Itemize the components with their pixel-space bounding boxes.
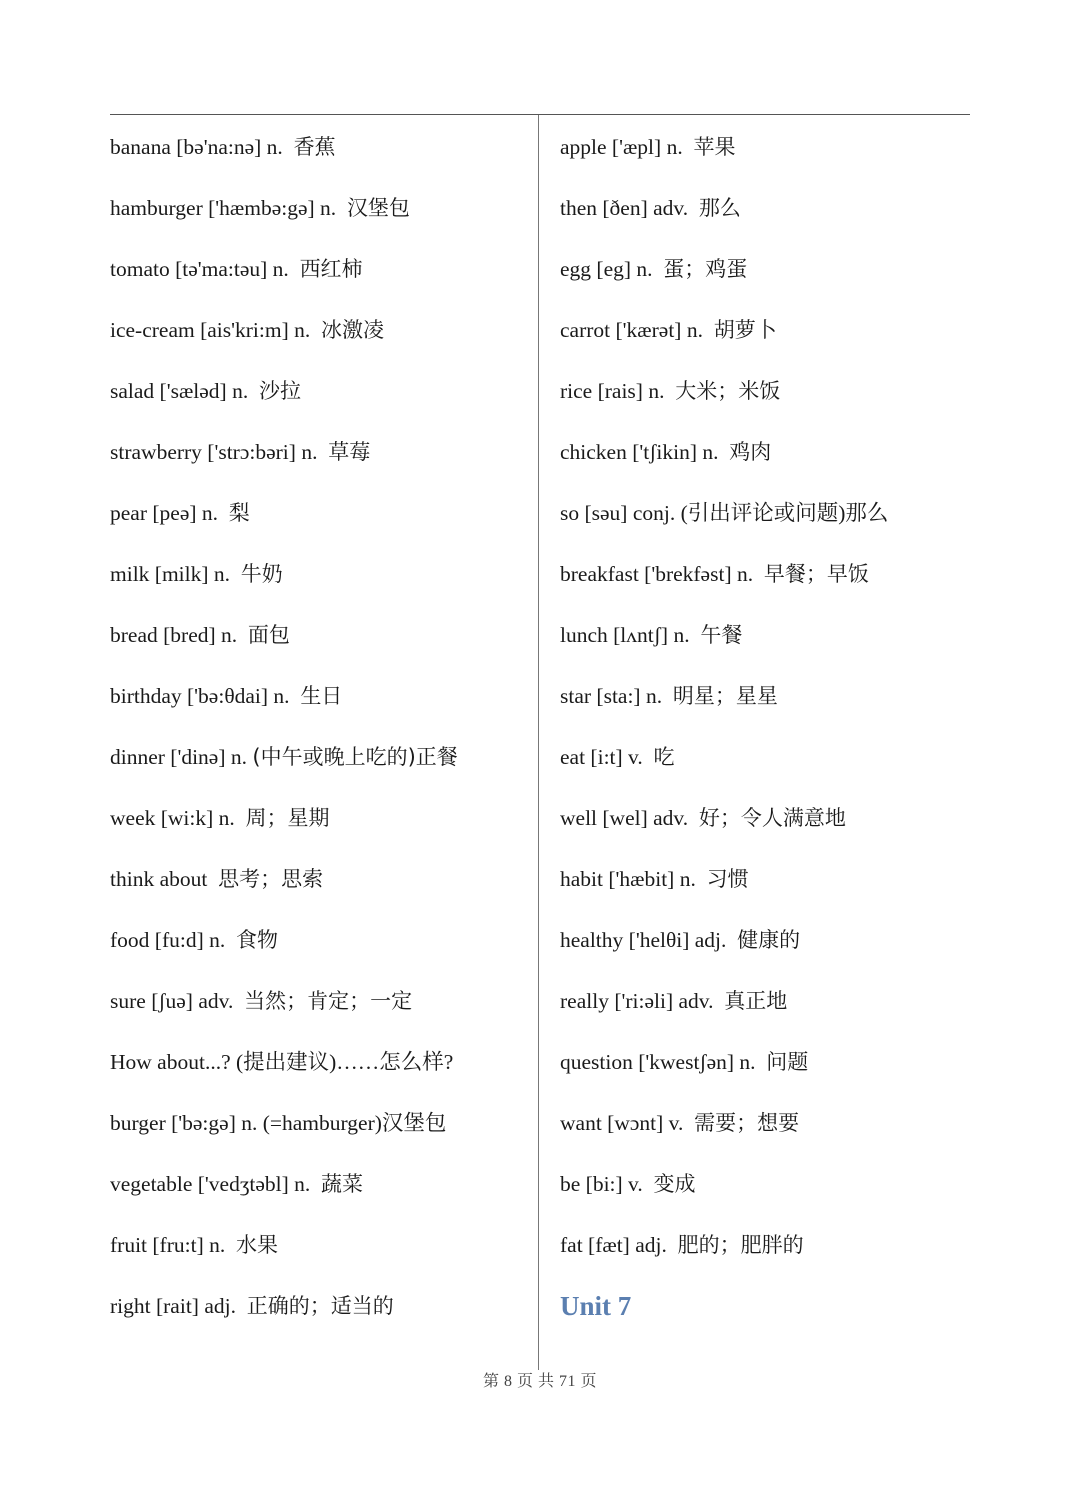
vocab-entry — [560, 369, 980, 430]
vocab-chinese: 问题 — [766, 1050, 809, 1074]
vocab-chinese: 蔬菜 — [321, 1172, 364, 1196]
vocab-english: healthy ['helθi] adj. — [560, 928, 727, 952]
column-divider — [538, 115, 539, 1370]
vocab-chinese: 真正地 — [724, 989, 788, 1013]
vocab-entry — [110, 796, 530, 857]
vocab-entry — [560, 796, 980, 857]
vocab-english: eat [i:t] v. — [560, 745, 643, 769]
vocab-chinese: 冰激凌 — [321, 318, 385, 342]
vocab-entry — [110, 1223, 530, 1284]
vocab-chinese: 苹果 — [693, 135, 736, 159]
page-footer: 第 8 页 共 71 页 — [482, 1373, 597, 1390]
section-heading: Unit 7 — [560, 1291, 632, 1321]
vocab-chinese: 肥的；肥胖的 — [677, 1233, 804, 1257]
vocab-chinese: (中午或晚上吃的)正餐 — [252, 745, 458, 769]
vocab-entry — [110, 1284, 530, 1345]
vocab-english: want [wɔnt] v. — [560, 1111, 684, 1135]
vocab-english: right [rait] adj. — [110, 1294, 236, 1318]
vocab-english: milk [milk] n. — [110, 562, 231, 586]
vocab-english: think about — [110, 867, 208, 891]
vocab-english: pear [peə] n. — [110, 501, 219, 525]
vocab-entry — [560, 308, 980, 369]
vocab-chinese: 大米；米饭 — [675, 379, 781, 403]
vocab-english: egg [eg] n. — [560, 257, 653, 281]
vocab-chinese: 需要；想要 — [694, 1111, 800, 1135]
vocab-english: sure [ʃuə] adv. — [110, 989, 234, 1013]
vocab-english: question ['kwestʃən] n. — [560, 1050, 756, 1074]
vocab-entry — [560, 1162, 980, 1223]
vocab-english: burger ['bə:gə] n. (=hamburger)汉堡包 — [110, 1111, 447, 1135]
vocab-english: dinner ['dinə] n. — [110, 745, 248, 769]
vocab-chinese: 食物 — [236, 928, 278, 952]
vocab-chinese: 香蕉 — [293, 135, 336, 159]
vocab-english: fruit [fru:t] n. — [110, 1233, 226, 1257]
vocab-chinese: 吃 — [653, 745, 675, 769]
vocab-chinese: 当然；肯定；一定 — [244, 989, 413, 1013]
vocab-entry — [560, 979, 980, 1040]
vocab-list-left — [110, 125, 530, 1345]
vocab-entry — [560, 1223, 980, 1284]
vocab-entry — [110, 857, 530, 918]
vocab-english: ice-cream [ais'kri:m] n. — [110, 318, 311, 342]
vocab-english: food [fu:d] n. — [110, 928, 226, 952]
vocab-entry — [560, 552, 980, 613]
vocab-entry — [560, 613, 980, 674]
vocab-entry — [110, 491, 530, 552]
vocab-english: How about...? (提出建议)……怎么样? — [110, 1050, 454, 1074]
vocab-english: strawberry ['strɔ:bəri] n. — [110, 440, 318, 464]
vocab-english: habit ['hæbit] n. — [560, 867, 696, 891]
vocab-entry — [110, 308, 530, 369]
vocab-chinese: 变成 — [653, 1172, 696, 1196]
vocab-english: rice [rais] n. — [560, 379, 665, 403]
vocab-english: birthday ['bə:θdai] n. — [110, 684, 290, 708]
vocab-entry — [560, 1040, 980, 1101]
top-rule — [110, 114, 970, 115]
vocab-english: breakfast ['brekfəst] n. — [560, 562, 754, 586]
vocab-chinese: 正确的；适当的 — [246, 1294, 394, 1318]
vocab-entry — [110, 735, 530, 796]
vocab-entry — [110, 613, 530, 674]
vocab-entry — [110, 247, 530, 308]
vocab-english: apple ['æpl] n. — [560, 135, 683, 159]
vocab-entry — [110, 674, 530, 735]
vocab-chinese: 西红柿 — [299, 257, 363, 281]
vocab-chinese: 明星；星星 — [672, 684, 778, 708]
vocab-english: so [səu] conj. (引出评论或问题)那么 — [560, 501, 889, 525]
vocab-entry — [110, 125, 530, 186]
vocab-chinese: 那么 — [698, 196, 741, 220]
vocab-english: carrot ['kærət] n. — [560, 318, 703, 342]
vocab-entry — [110, 186, 530, 247]
vocab-chinese: 胡萝卜 — [713, 318, 777, 342]
vocab-entry — [560, 491, 980, 552]
vocab-chinese: 习惯 — [706, 867, 749, 891]
vocab-english: well [wel] adv. — [560, 806, 689, 830]
vocab-entry — [110, 918, 530, 979]
vocab-chinese: 蛋；鸡蛋 — [663, 257, 748, 281]
vocab-entry — [560, 247, 980, 308]
vocab-english: banana [bə'na:nə] n. — [110, 135, 283, 159]
vocab-entry — [110, 552, 530, 613]
vocab-entry — [110, 1162, 530, 1223]
vocab-chinese: 鸡肉 — [729, 440, 772, 464]
vocab-entry — [560, 1101, 980, 1162]
vocab-english: week [wi:k] n. — [110, 806, 235, 830]
vocab-english: vegetable ['vedʒtəbl] n. — [110, 1172, 311, 1196]
vocab-entry — [560, 735, 980, 796]
vocab-entry — [110, 979, 530, 1040]
vocab-english: lunch [lʌntʃ] n. — [560, 623, 690, 647]
vocab-entry — [110, 369, 530, 430]
vocab-chinese: 面包 — [247, 623, 290, 647]
vocab-entry — [110, 1101, 530, 1162]
vocab-english: then [ðen] adv. — [560, 196, 689, 220]
vocab-chinese: 梨 — [228, 501, 250, 525]
vocab-chinese: 早餐；早饭 — [763, 562, 869, 586]
vocab-chinese: 牛奶 — [240, 562, 283, 586]
vocab-english: be [bi:] v. — [560, 1172, 643, 1196]
vocab-chinese: 草莓 — [328, 440, 371, 464]
vocab-entry — [110, 1040, 530, 1101]
vocab-chinese: 好；令人满意地 — [698, 806, 846, 830]
vocab-entry — [560, 674, 980, 735]
vocab-chinese: 午餐 — [700, 623, 743, 647]
vocab-entry — [560, 918, 980, 979]
vocab-chinese: 周；星期 — [245, 806, 330, 830]
vocab-english: fat [fæt] adj. — [560, 1233, 667, 1257]
vocab-chinese: 思考；思索 — [218, 867, 324, 891]
vocab-entry — [560, 430, 980, 491]
vocab-english: really ['ri:əli] adv. — [560, 989, 714, 1013]
vocab-list-right — [560, 125, 980, 1345]
vocab-chinese: 汉堡包 — [346, 196, 410, 220]
vocab-english: hamburger ['hæmbə:gə] n. — [110, 196, 337, 220]
vocab-english: salad ['sæləd] n. — [110, 379, 249, 403]
vocab-english: tomato [tə'ma:təu] n. — [110, 257, 289, 281]
vocab-english: star [sta:] n. — [560, 684, 663, 708]
vocab-entry — [560, 857, 980, 918]
vocab-entry — [560, 125, 980, 186]
vocab-chinese: 生日 — [300, 684, 343, 708]
vocab-entry — [560, 186, 980, 247]
vocab-chinese: 沙拉 — [258, 379, 301, 403]
vocab-entry — [110, 430, 530, 491]
vocab-english: bread [bred] n. — [110, 623, 238, 647]
vocab-english: chicken ['tʃikin] n. — [560, 440, 719, 464]
vocab-chinese: 水果 — [235, 1233, 278, 1257]
vocab-chinese: 健康的 — [737, 928, 801, 952]
